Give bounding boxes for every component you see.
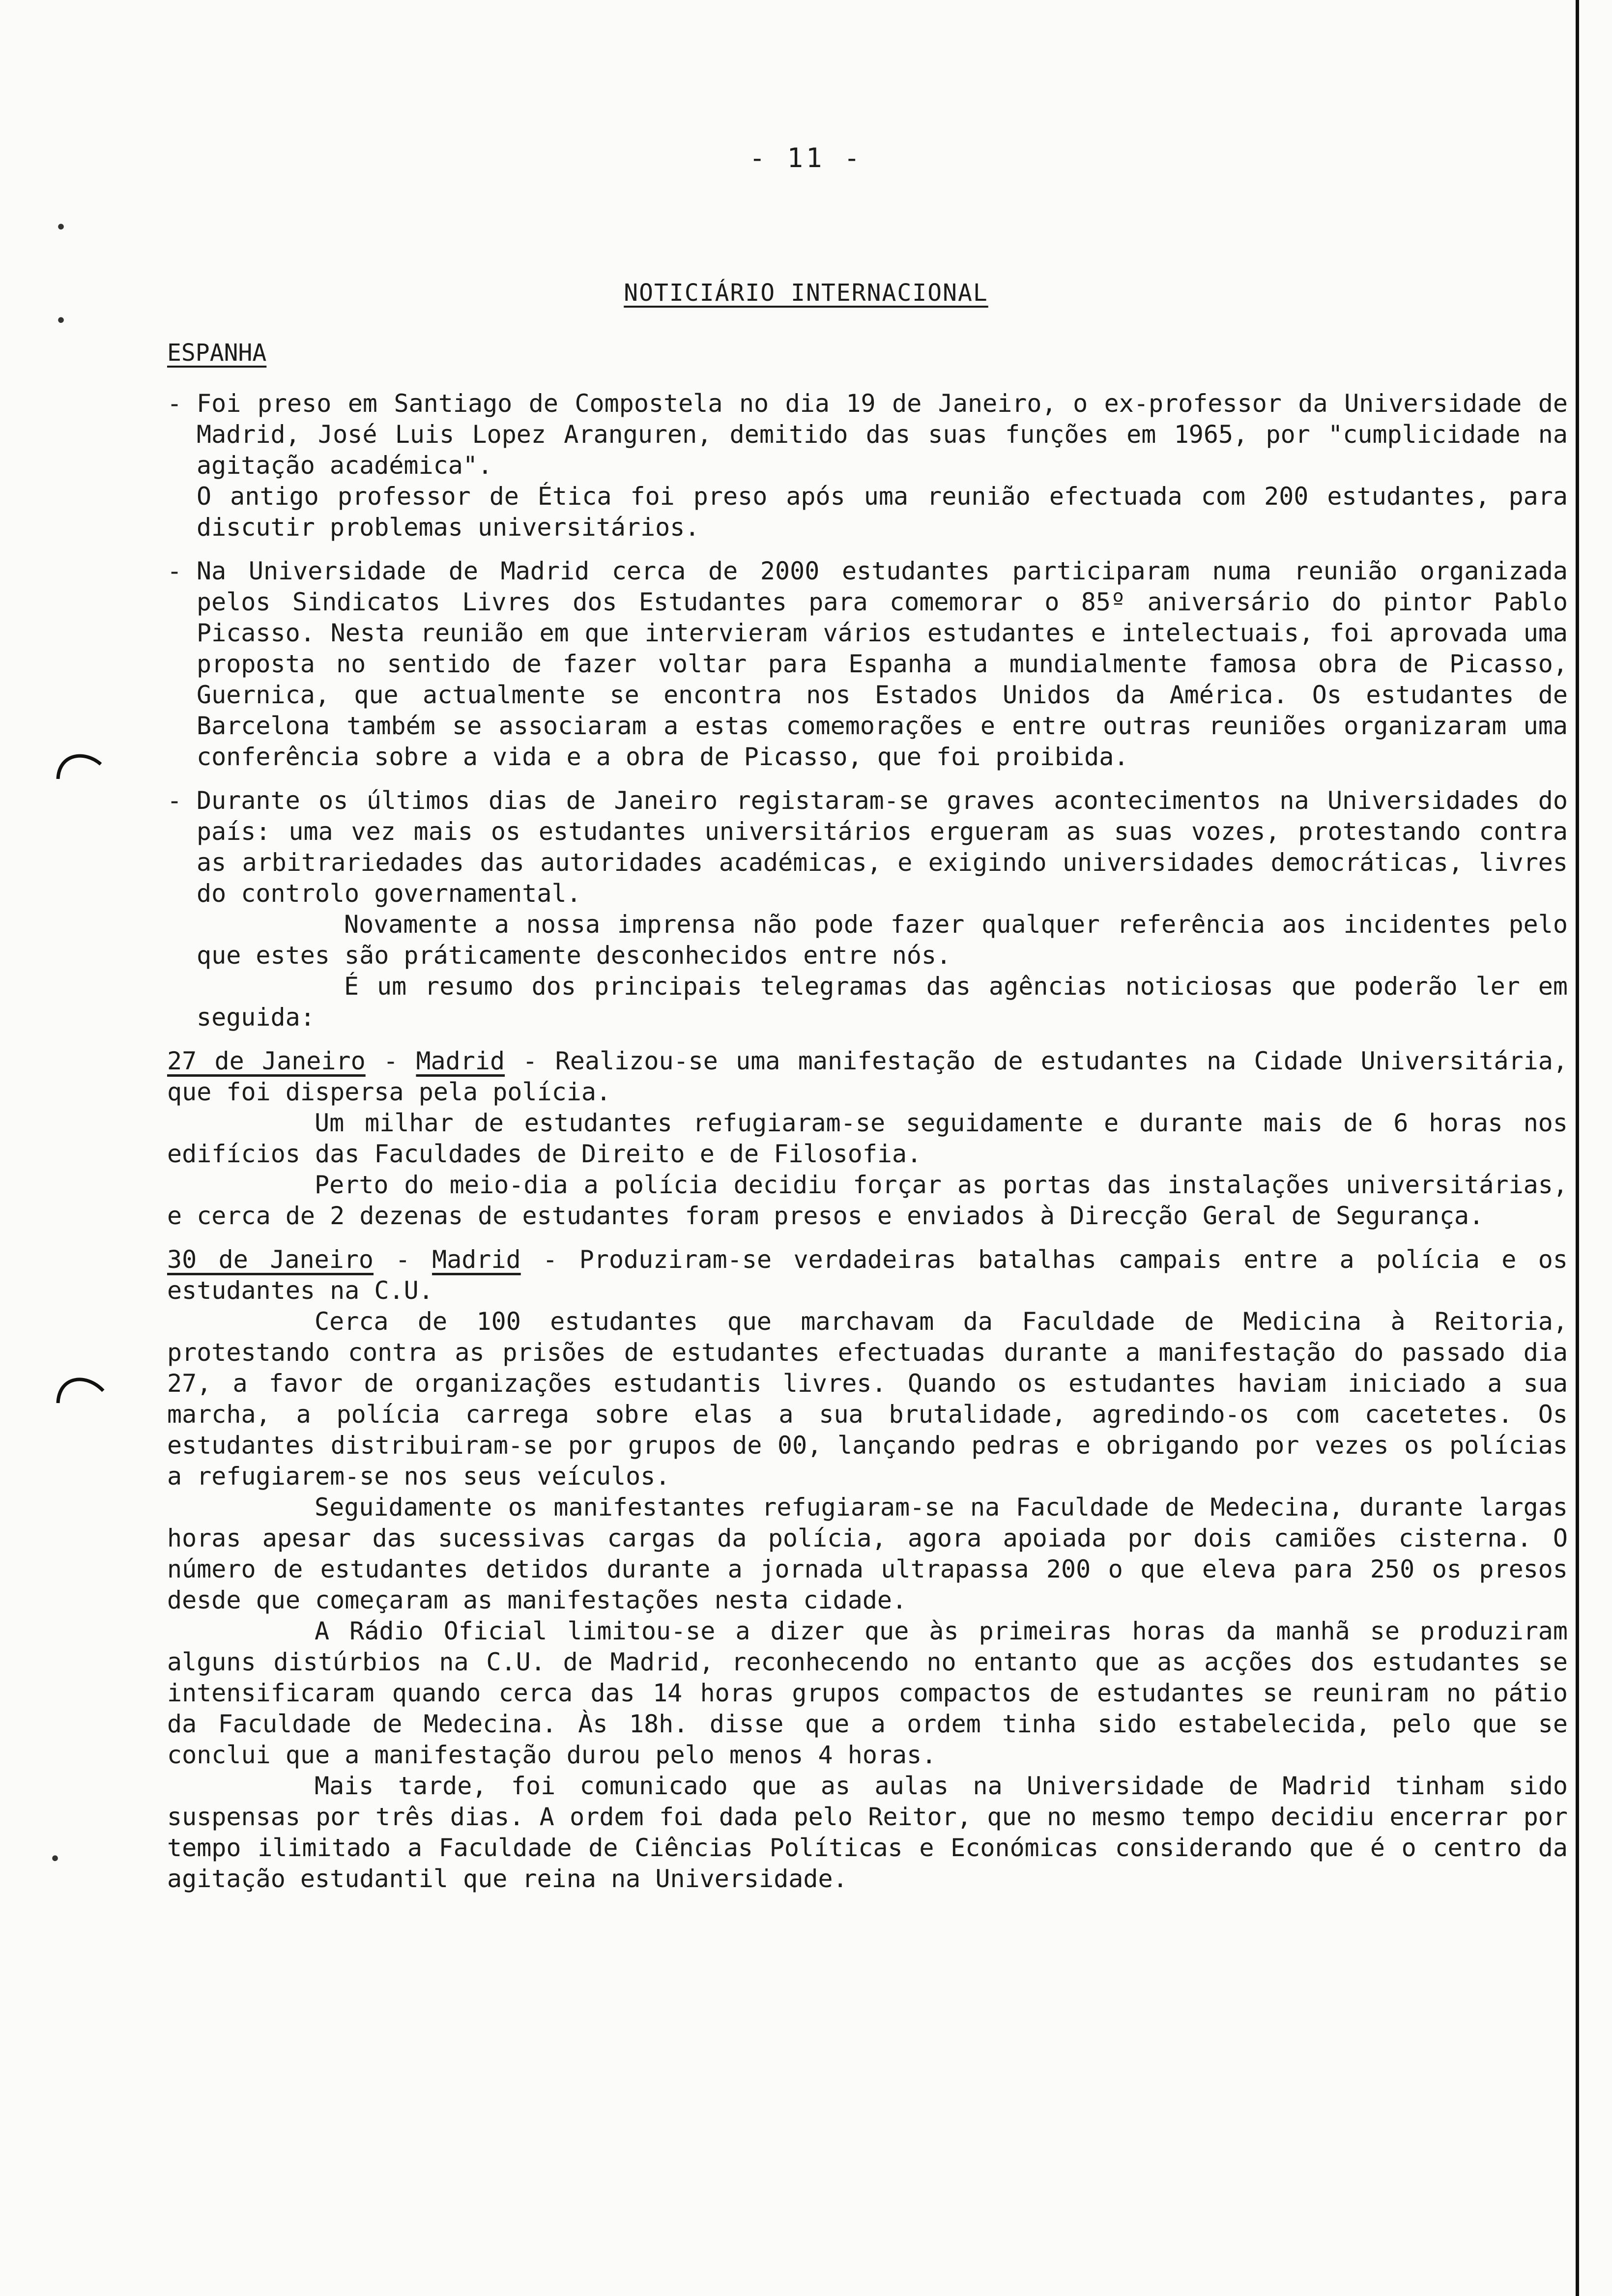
report-separator: - — [383, 1047, 399, 1075]
report-paragraph: Perto do meio-dia a polícia decidiu forçar as portas das instalações universitárias, e cerca de 2 dezenas de estudantes foram presos e enviados à Direcção Geral de Segurança. — [167, 1171, 1568, 1230]
item-paragraph: É um resumo dos principais telegramas das agências noticiosas que poderão ler em seguida: — [197, 972, 1568, 1032]
report-date: 30 de Janeiro — [167, 1245, 374, 1274]
item-dash: - — [167, 557, 182, 585]
news-item — [167, 388, 1568, 543]
report-paragraph: Um milhar de estudantes refugiaram-se seguidamente e durante mais de 6 horas nos edifícios das Faculdades de Direito e de Filosofia. — [167, 1109, 1568, 1168]
report-lead: - Realizou-se uma manifestação de estudantes na Cidade Universitária, que foi dispersa pela polícia. — [167, 1047, 1568, 1106]
document-heading — [0, 279, 1612, 307]
item-dash: - — [167, 786, 182, 815]
dated-report — [167, 1046, 1568, 1232]
punch-hole-arc-mark — [54, 1369, 108, 1408]
item-paragraph: O antigo professor de Ética foi preso após uma reunião efectuada com 200 estudantes, para discutir problemas universitários. — [197, 482, 1568, 542]
report-paragraph: Mais tarde, foi comunicado que as aulas na Universidade de Madrid tinham sido suspensas por três dias. A ordem foi dada pelo Reitor, que no mesmo tempo decidiu encerrar por tempo ilimitado a Faculdade de Ciências Políticas e Económicas considerando que é o centro da agitação estudantil que reina na Universidade. — [167, 1772, 1568, 1893]
item-body — [197, 785, 1568, 1033]
item-body — [197, 556, 1568, 773]
news-item — [167, 556, 1568, 773]
item-paragraph: Foi preso em Santiago de Compostela no dia 19 de Janeiro, o ex-professor da Universidade de Madrid, José Luis Lopez Aranguren, demitido das suas funções em 1965, por "cumplicidade na agitação académica". — [197, 389, 1568, 480]
report-date: 27 de Janeiro — [167, 1047, 366, 1075]
item-dash: - — [167, 389, 182, 418]
item-paragraph: Durante os últimos dias de Janeiro registaram-se graves acontecimentos na Universidades do país: uma vez mais os estudantes universitários ergueram as suas vozes, protestando contra as arbitrariedades das autoridades académicas, e exigindo universidades democráticas, livres do controlo governamental. — [197, 786, 1568, 908]
item-body — [197, 388, 1568, 543]
article-body — [167, 388, 1568, 1907]
punch-hole-arc-mark — [54, 745, 103, 784]
right-margin-rule — [1576, 0, 1579, 2296]
speck-mark: • — [55, 310, 67, 332]
page-number: - 11 - — [749, 143, 863, 173]
report-place: Madrid — [432, 1245, 521, 1274]
report-lead: - Produziram-se verdadeiras batalhas campais entre a polícia e os estudantes na C.U. — [167, 1245, 1568, 1305]
report-paragraph: A Rádio Oficial limitou-se a dizer que às primeiras horas da manhã se produziram alguns distúrbios na C.U. de Madrid, reconhecendo no entanto que as acções dos estudantes se intensificaram quando cerca das 14 horas grupos compactos de estudantes se reuniram no pátio da Faculdade de Medecina. Às 18h. disse que a ordem tinha sido estabelecida, pelo que se conclui que a manifestação durou pelo menos 4 horas. — [167, 1617, 1568, 1769]
heading-text: NOTICIÁRIO INTERNACIONAL — [624, 279, 988, 307]
dateline-paragraph — [167, 1244, 1568, 1306]
dateline-paragraph — [167, 1046, 1568, 1108]
report-paragraph: Cerca de 100 estudantes que marchavam da Faculdade de Medicina à Reitoria, protestando contra as prisões de estudantes efectuadas durante a manifestação do passado dia 27, a favor de organizações estudantis livres. Quando os estudantes haviam iniciado a sua marcha, a polícia carrega sobre elas a sua brutalidade, agredindo-os com cacetetes. Os estudantes distribuiram-se por grupos de 00, lançando pedras e obrigando por vezes os polícias a refugiarem-se nos seus veículos. — [167, 1307, 1568, 1491]
speck-mark: • — [49, 1848, 61, 1870]
dated-report — [167, 1244, 1568, 1894]
section-title: ESPANHA — [167, 339, 267, 367]
report-paragraph: Seguidamente os manifestantes refugiaram-se na Faculdade de Medecina, durante largas horas apesar das sucessivas cargas da polícia, agora apoiada por dois camiões cisterna. O número de estudantes detidos durante a jornada ultrapassa 200 o que eleva para 250 os presos desde que começaram as manifestações nesta cidade. — [167, 1493, 1568, 1614]
report-separator: - — [395, 1245, 410, 1274]
item-paragraph: Na Universidade de Madrid cerca de 2000 estudantes participaram numa reunião organizada pelos Sindicatos Livres dos Estudantes para comemorar o 85º aniversário do pintor Pablo Picasso. Nesta reunião em que intervieram vários estudantes e intelectuais, foi aprovada uma proposta no sentido de fazer voltar para Espanha a mundialmente famosa obra de Picasso, Guernica, que actualmente se encontra nos Estados Unidos da América. Os estudantes de Barcelona também se associaram a estas comemorações e entre outras reuniões organizaram uma conferência sobre a vida e a obra de Picasso, que foi proibida. — [197, 557, 1568, 771]
item-paragraph: Novamente a nossa imprensa não pode fazer qualquer referência aos incidentes pelo que estes são práticamente desconhecidos entre nós. — [197, 910, 1568, 970]
news-item — [167, 785, 1568, 1033]
report-place: Madrid — [416, 1047, 505, 1075]
speck-mark: • — [55, 216, 67, 239]
